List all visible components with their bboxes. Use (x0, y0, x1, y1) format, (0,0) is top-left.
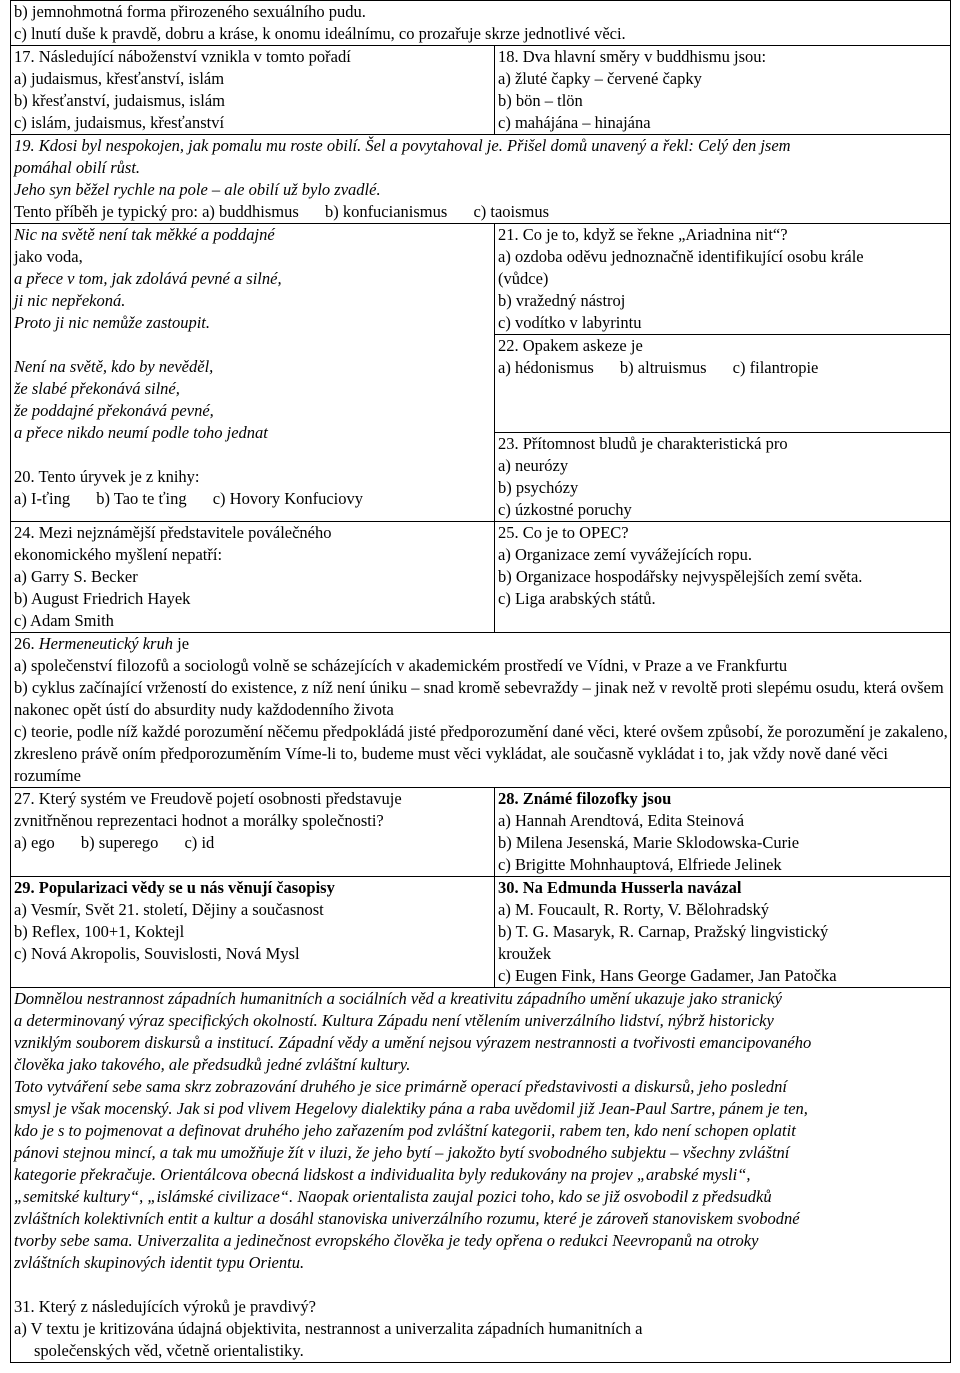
questions-21-23 (495, 224, 951, 522)
q17-q18-row (11, 46, 951, 135)
q24-q25-row (11, 522, 951, 633)
question-21: 21. Co je to, když se řekne „Ariadnina nit“? a) ozdoba oděvu jednoznačně identifikující osobu krále (vůdce) b) vražedný nástroj c) vodítko v labyrintu (498, 225, 864, 332)
question-26: 26. Hermeneutický kruh je a) společenství filozofů a sociologů volně se scházejících v akademickém prostředí ve Vídni, v Praze a ve Frankfurtu b) cyklus začínající vržeností do existence, z níž není úniku – snad kromě sebevraždy – jinak než v revoltě proti slepému osudu, která ovšem nakonec opět ústí do absurdity nudy každodenního života c) teorie, podle níž každé porozumění něčemu předpokládá jisté předporozumění dané věci, které ovšem způsobí, že porozumění je zakaleno, zkresleno právě oním předporozuměním Víme-li to, budeme must věci vykládat, ale současně vykládat i to, jak vždy nově dané věci rozumíme (11, 633, 951, 788)
question-27: 27. Který systém ve Freudově pojetí osobnosti představuje zvnitřněnou reprezentaci hodnot a morálky společnosti? a) ego b) superego c) id (11, 788, 495, 877)
question-30: 30. Na Edmunda Husserla navázal a) M. Foucault, R. Rorty, V. Bělohradský b) T. G. Masaryk, R. Carnap, Pražský lingvistický kroužek c) Eugen Fink, Hans George Gadamer, Jan Patočka (495, 877, 951, 988)
exam-page (10, 0, 950, 1363)
q29-q30-row (11, 877, 951, 988)
passage-block: Domnělou nestrannost západních humanitních a sociálních věd a kreativitu západního umění ukazuje jako stranický a determinovaný výraz specifických okolností. Kultura Západu není vtělením univerzálního lidství, nýbrž historicky vzniklým souborem diskursů a institucí. Západní vědy a umění nejsou výrazem nestrannosti a tvořivosti emancipovaného člověka jako takového, ale předsudků jedné zvláštní kultury. Toto vytváření sebe sama skrz zobrazování druhého je sice primárně operací představivosti a diskursů, jeho poslední smysl je však mocenský. Jak si pod vlivem Hegelovy dialektiky pána a raba uvědomil již Jean-Paul Sartre, pánem je ten, kdo je s to pojmenovat a definovat druhého jeho zařazením pod zvláštní kategorii, rabem ten, kdo není schopen oplatit pánovi stejnou mincí, a tak mu umožňuje žít v iluzi, že jeho bytí – jakožto bytí svobodného subjektu – všechny zvláštní kategorie překračuje. Orientálcova obecná lidskost a individualita byly redukovány na projev „arabské mysli“, „semitské kultury“, „islámské civilizace“. Naopak orientalista zaujal pozici toho, kdo se již osvobodil z předsudků zvláštních kolektivních entit a kultur a dosáhl stanoviska univerzálního rozumu, které je zároveň stanoviskem svobodné tvorby sebe sama. Univerzalita a jedinečnost evropského člověka je tedy opřena o redukci Neevropanů na otroky zvláštních skupinových identit typu Orientu. 31. Který z následujících výroků je pravdivý? a) V textu je kritizována údajná objektivita, nestrannost a univerzalita západních humanitních a společenských věd, včetně orientalistiky. (11, 988, 951, 1363)
question-24: 24. Mezi nejznámější představitele poválečného ekonomického myšlení nepatří: a) Garry S. Becker b) August Friedrich Hayek c) Adam Smith (11, 522, 495, 633)
q27-q28-row (11, 788, 951, 877)
question-18: 18. Dva hlavní směry v buddhismu jsou: a) žluté čapky – červené čapky b) bön – tlön c) mahájána – hinajána (495, 46, 951, 135)
question-25: 25. Co je to OPEC? a) Organizace zemí vyvážejících ropu. b) Organizace hospodářsky nejvyspělejších zemí světa. c) Liga arabských států. (495, 522, 951, 633)
option-c-line: c) lnutí duše k pravdě, dobru a kráse, k onomu ideálnímu, co prozařuje skrze jednotlivé věci. (14, 24, 626, 43)
exam-table (10, 0, 951, 1363)
question-28: 28. Známé filozofky jsou a) Hannah Arendtová, Edita Steinová b) Milena Jesenská, Marie Sklodowska-Curie c) Brigitte Mohnhauptová, Elfriede Jelinek (495, 788, 951, 877)
option-b-line: b) jemnohmotná forma přirozeného sexuálního pudu. (14, 2, 366, 21)
q19-row (11, 135, 951, 224)
q20-q23-row (11, 224, 951, 522)
q26-row (11, 633, 951, 788)
question-23: 23. Přítomnost bludů je charakteristická pro a) neurózy b) psychózy c) úzkostné poruchy (495, 432, 950, 521)
question-19: 19. Kdosi byl nespokojen, jak pomalu mu roste obilí. Šel a povytahoval je. Přišel domů unavený a řekl: Celý den jsem pomáhal obilí růst. Jeho syn běžel rychle na pole – ale obilí už bylo zvadlé. Tento příběh je typický pro: a) buddhismus b) konfucianismus c) taoismus (11, 135, 951, 224)
question-22: 22. Opakem askeze je a) hédonismus b) altruismus c) filantropie (495, 334, 950, 432)
passage-q31-row (11, 988, 951, 1363)
question-29: 29. Popularizaci vědy se u nás věnují časopisy a) Vesmír, Svět 21. století, Dějiny a současnost b) Reflex, 100+1, Koktejl c) Nová Akropolis, Souvislosti, Nová Mysl (11, 877, 495, 988)
question-20: Nic na světě není tak měkké a poddajné jako voda, a přece v tom, jak zdolává pevné a silné, ji nic nepřekoná. Proto ji nic nemůže zastoupit. Není na světě, kdo by nevěděl, že slabé překonává silné, že poddajné překonává pevné, a přece nikdo neumí podle toho jednat 20. Tento úryvek je z knihy: a) I-ťing b) Tao te ťing c) Hovory Konfuciovy (11, 224, 495, 522)
question-17: 17. Následující náboženství vznikla v tomto pořadí a) judaismus, křesťanství, islám b) křesťanství, judaismus, islám c) islám, judaismus, křesťanství (11, 46, 495, 135)
top-continuation-row (11, 1, 951, 46)
question-31: 31. Který z následujících výroků je pravdivý? (14, 1297, 316, 1316)
